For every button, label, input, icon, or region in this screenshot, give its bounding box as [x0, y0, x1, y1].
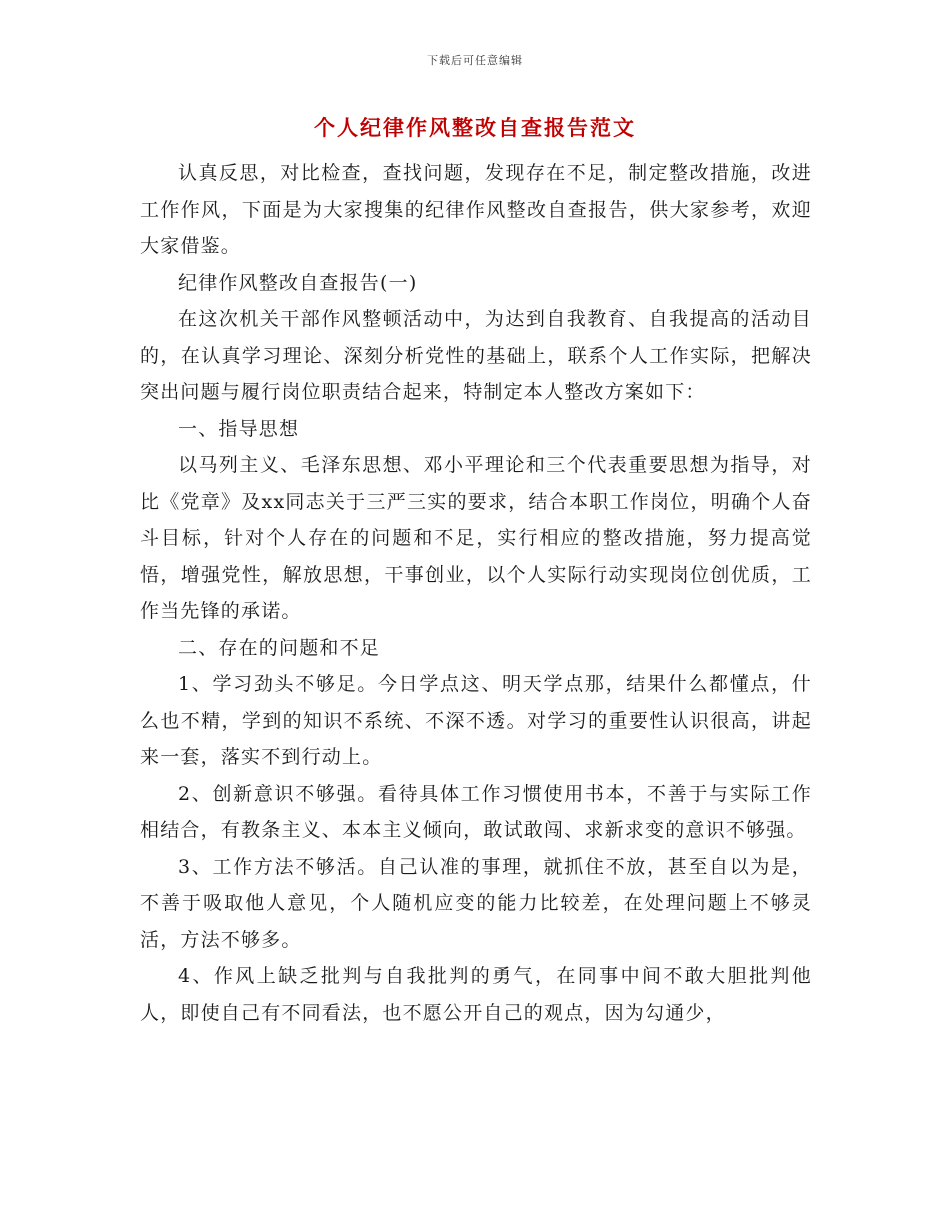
section-heading-problems: 二、存在的问题和不足: [178, 636, 381, 659]
list-item-problem-1: 1、学习劲头不够足。今日学点这、明天学点那，结果什么都懂点，什么也不精，学到的知识不系统、不深不透。对学习的重要性认识很高，讲起来一套，落实不到行动上。: [140, 673, 812, 768]
section-heading-guiding-thought: 一、指导思想: [178, 417, 300, 440]
list-item-problem-4: 4、作风上缺乏批判与自我批判的勇气，在同事中间不敢大胆批判他人，即使自己有不同看法，也不愿公开自己的观点，因为勾通少，: [140, 965, 812, 1024]
body-paragraph: 以马列主义、毛泽东思想、邓小平理论和三个代表重要思想为指导，对比《党章》及xx同志关于三严三实的要求，结合本职工作岗位，明确个人奋斗目标，针对个人存在的问题和不足，实行相应的整改措施，努力提高觉悟，增强党性，解放思想，干事创业，以个人实际行动实现岗位创优质，工作当先锋的承诺。: [140, 454, 812, 622]
section-heading-report-1: 纪律作风整改自查报告(一): [178, 271, 418, 294]
list-item-problem-2: 2、创新意识不够强。看待具体工作习惯使用书本，不善于与实际工作相结合，有教条主义、本本主义倾向，敢试敢闯、求新求变的意识不够强。: [140, 782, 812, 841]
body-paragraph: 在这次机关干部作风整顿活动中，为达到自我教育、自我提高的活动目的，在认真学习理论、深刻分析党性的基础上，联系个人工作实际，把解决突出问题与履行岗位职责结合起来，特制定本人整改方案如下：: [140, 308, 812, 403]
document-title: 个人纪律作风整改自查报告范文: [314, 115, 636, 140]
header-note: 下载后可任意编辑: [427, 54, 523, 67]
list-item-problem-3: 3、工作方法不够活。自己认准的事理，就抓住不放，甚至自以为是，不善于吸取他人意见，个人随机应变的能力比较差，在处理问题上不够灵活，方法不够多。: [140, 855, 812, 951]
document-body: [140, 155, 812, 1031]
intro-paragraph: 认真反思，对比检查，查找问题，发现存在不足，制定整改措施，改进工作作风，下面是为大家搜集的纪律作风整改自查报告，供大家参考，欢迎大家借鉴。: [140, 162, 812, 257]
